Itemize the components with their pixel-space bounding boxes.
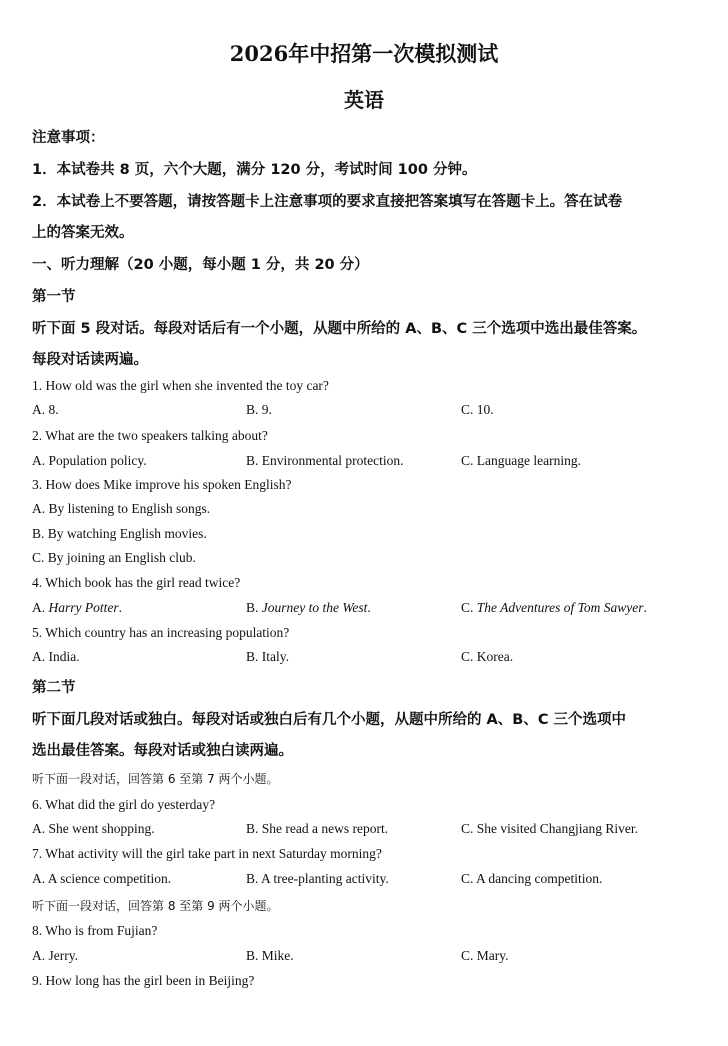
q1-option-b: B. 9. [246, 402, 272, 417]
q5-option-b: B. Italy. [246, 649, 289, 664]
q1-option-c: C. 10. [461, 402, 494, 417]
part-2-instruction-line-1: 听下面几段对话或独白。每段对话或独白后有几个小题，从题中所给的 A、B、C 三个选项中 [32, 712, 627, 728]
question-7: 7. What activity will the girl take part in next Saturday morning? [32, 846, 382, 861]
q8-option-b: B. Mike. [246, 948, 294, 963]
exam-title: 2026年中招第一次模拟测试 [229, 41, 499, 66]
question-2: 2. What are the two speakers talking about? [32, 428, 268, 443]
q4-option-c: C. The Adventures of Tom Sawyer. [461, 600, 647, 615]
note-1: 1．本试卷共 8 页，六个大题，满分 120 分，考试时间 100 分钟。 [32, 162, 477, 178]
question-4: 4. Which book has the girl read twice? [32, 575, 241, 590]
question-6: 6. What did the girl do yesterday? [32, 797, 216, 812]
q4-option-b: B. Journey to the West. [246, 600, 371, 615]
question-5: 5. Which country has an increasing population? [32, 625, 290, 640]
q2-option-b: B. Environmental protection. [246, 453, 404, 468]
q7-option-a: A. A science competition. [32, 871, 172, 886]
q3-option-a: A. By listening to English songs. [32, 501, 211, 516]
part-2-note-1: 听下面一段对话，回答第 6 至第 7 两个小题。 [32, 772, 279, 786]
question-1: 1. How old was the girl when she invented the toy car? [32, 378, 329, 393]
q2-option-a: A. Population policy. [32, 453, 147, 468]
q7-option-c: C. A dancing competition. [461, 871, 603, 886]
part-1-label: 第一节 [32, 289, 76, 305]
q5-option-c: C. Korea. [461, 649, 514, 664]
q8-option-c: C. Mary. [461, 948, 509, 963]
notes-heading: 注意事项： [32, 130, 105, 146]
q6-option-a: A. She went shopping. [32, 821, 155, 836]
q3-option-c: C. By joining an English club. [32, 550, 196, 565]
q1-option-a: A. 8. [32, 402, 59, 417]
part-2-label: 第二节 [32, 680, 76, 696]
q5-option-a: A. India. [32, 649, 80, 664]
q7-option-b: B. A tree-planting activity. [246, 871, 389, 886]
part-1-instruction-line-2: 每段对话读两遍。 [32, 352, 148, 368]
section-1-heading: 一、听力理解（20 小题，每小题 1 分，共 20 分） [32, 257, 369, 273]
part-1-instruction-line-1: 听下面 5 段对话。每段对话后有一个小题，从题中所给的 A、B、C 三个选项中选出最佳答案。 [32, 321, 647, 337]
question-9: 9. How long has the girl been in Beijing? [32, 973, 255, 988]
q6-option-c: C. She visited Changjiang River. [461, 821, 638, 836]
part-2-instruction-line-2: 选出最佳答案。每段对话或独白读两遍。 [32, 743, 293, 759]
note-2-line-1: 2．本试卷上不要答题，请按答题卡上注意事项的要求直接把答案填写在答题卡上。答在试卷 [32, 194, 623, 210]
question-8: 8. Who is from Fujian? [32, 923, 158, 938]
q2-option-c: C. Language learning. [461, 453, 581, 468]
q4-option-a: A. Harry Potter. [32, 600, 122, 615]
note-2-line-2: 上的答案无效。 [32, 225, 134, 241]
q3-option-b: B. By watching English movies. [32, 526, 207, 541]
q6-option-b: B. She read a news report. [246, 821, 389, 836]
question-3: 3. How does Mike improve his spoken English? [32, 477, 292, 492]
q8-option-a: A. Jerry. [32, 948, 78, 963]
part-2-note-2: 听下面一段对话，回答第 8 至第 9 两个小题。 [32, 899, 279, 913]
subject-title: 英语 [344, 88, 384, 112]
